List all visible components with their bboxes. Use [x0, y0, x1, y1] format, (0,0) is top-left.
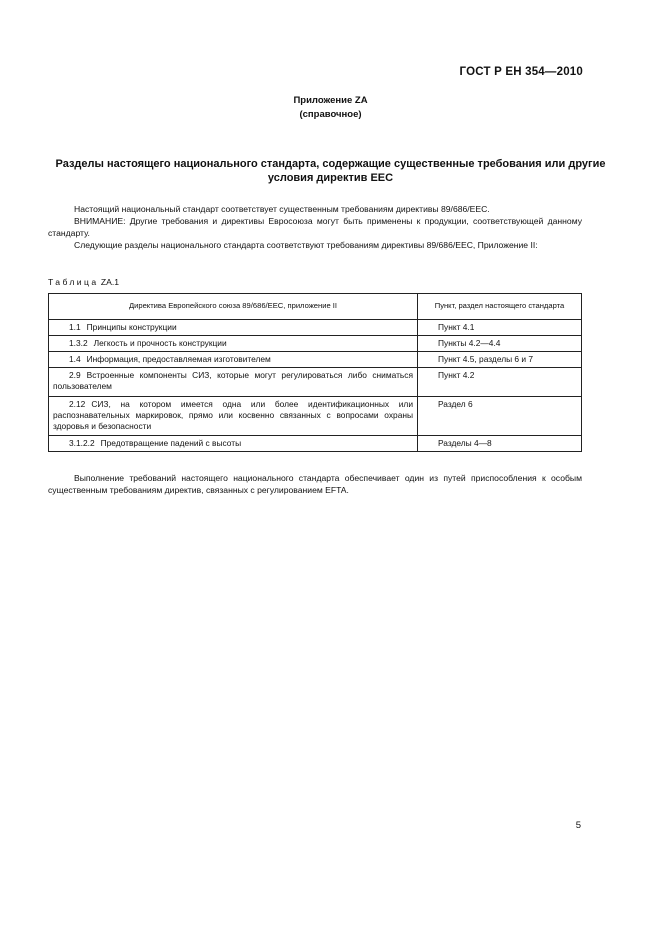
- directive-cell: [49, 352, 418, 368]
- clause-cell: Раздел 6: [418, 397, 582, 436]
- directive-text: Принципы конструкции: [86, 322, 177, 332]
- directive-number: 1.4: [69, 354, 81, 364]
- page-number: 5: [575, 820, 581, 831]
- table-header-directive: Директива Европейского союза 89/686/ЕЕС, приложение II: [49, 294, 418, 320]
- table-row: [49, 320, 582, 336]
- directive-number: 2.9: [69, 370, 81, 380]
- annex-heading: [0, 94, 661, 122]
- table-caption: [48, 277, 119, 287]
- intro-paragraph: ВНИМАНИЕ: Другие требования и директивы Евросоюза могут быть применены к продукции, соответствующей данному стандарту.: [48, 216, 582, 238]
- intro-paragraph: Следующие разделы национального стандарта соответствуют требованиям директивы 89/686/ЕЕС, Приложение II:: [74, 240, 538, 250]
- annex-title: Приложение ZA: [293, 95, 368, 106]
- directive-text: Предотвращение падений с высоты: [100, 438, 242, 448]
- directive-cell: [49, 397, 418, 436]
- table-header-row: [49, 294, 582, 320]
- table-row: [49, 397, 582, 436]
- standard-code: ГОСТ Р ЕН 354—2010: [459, 66, 583, 78]
- directive-cell: [49, 436, 418, 452]
- directive-text: Легкость и прочность конструкции: [93, 338, 227, 348]
- annex-subtitle: (справочное): [299, 109, 362, 120]
- directive-cell: [49, 368, 418, 397]
- table-header-clause: Пункт, раздел настоящего стандарта: [418, 294, 582, 320]
- intro-text: [48, 203, 582, 251]
- clause-cell: Разделы 4—8: [418, 436, 582, 452]
- clause-cell: Пункт 4.2: [418, 368, 582, 397]
- table-caption-number: ZA.1: [100, 277, 120, 287]
- directive-number: 2.12: [69, 399, 86, 409]
- directive-cell: [49, 320, 418, 336]
- requirements-table: [48, 293, 582, 452]
- table-caption-word: Таблица: [48, 277, 99, 287]
- table-row: [49, 368, 582, 397]
- directive-text: Встроенные компоненты СИЗ, которые могут регулироваться либо сниматься пользователем: [53, 370, 413, 391]
- closing-paragraph: Выполнение требований настоящего национального стандарта обеспечивает один из путей приспособления к особым существенным требованиям директив, связанных с регулированием EFTA.: [48, 473, 582, 495]
- directive-cell: [49, 336, 418, 352]
- directive-number: 1.1: [69, 322, 81, 332]
- clause-cell: Пункт 4.1: [418, 320, 582, 336]
- directive-number: 1.3.2: [69, 338, 88, 348]
- table-row: [49, 336, 582, 352]
- directive-text: СИЗ, на котором имеется одна или более идентификационных или распознавательных маркировок, прямо или косвенно связанных с вопросами охраны здоровья и безопасности: [53, 399, 413, 431]
- directive-text: Информация, предоставляемая изготовителем: [86, 354, 271, 364]
- directive-number: 3.1.2.2: [69, 438, 95, 448]
- clause-cell: Пункт 4.5, разделы 6 и 7: [418, 352, 582, 368]
- closing-text: [48, 472, 582, 496]
- table-row: [49, 352, 582, 368]
- intro-paragraph: Настоящий национальный стандарт соответствует существенным требованиям директивы 89/686/ЕЕС.: [74, 204, 490, 214]
- section-title: Разделы настоящего национального стандарта, содержащие существенные требования или другие условия директив ЕЕС: [55, 158, 606, 184]
- clause-cell: Пункты 4.2—4.4: [418, 336, 582, 352]
- table-row: [49, 436, 582, 452]
